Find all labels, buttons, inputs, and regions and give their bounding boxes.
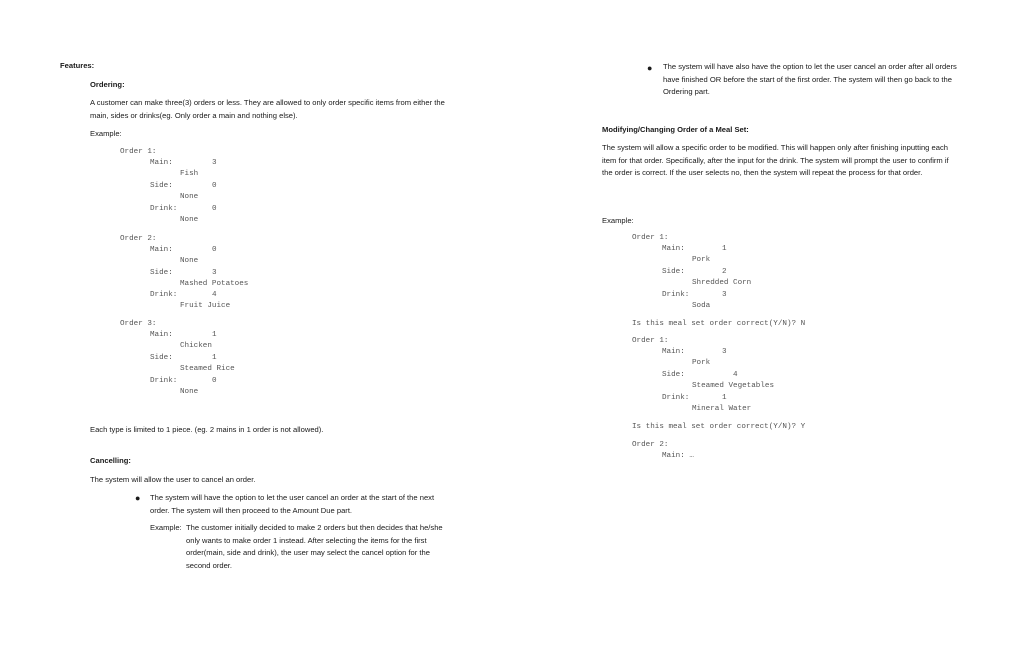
- features-heading: Features:: [60, 61, 95, 70]
- main-label: Main:: [150, 246, 173, 254]
- drink-item: None: [180, 388, 199, 396]
- drink-value: 1: [722, 394, 727, 402]
- side-item: Mashed Potatoes: [180, 280, 249, 288]
- side-item: Steamed Rice: [180, 365, 235, 373]
- cancel-example-text: The customer initially decided to make 2 orders but then decides that he/she only wants to make order 1 instead. After selecting the items for the first order(main, side and drink), the user may select the cancel option for the second order.: [186, 523, 443, 570]
- side-item: None: [180, 193, 199, 201]
- order-title: Order 1:: [120, 148, 157, 156]
- side-value: 0: [212, 182, 217, 190]
- main-label: Main:: [662, 245, 685, 253]
- bullet-dot-icon: ●: [135, 493, 141, 503]
- side-value: 3: [212, 269, 217, 277]
- order-2-title: Order 2:: [632, 441, 669, 449]
- drink-value: 4: [212, 291, 217, 299]
- drink-label: Drink:: [150, 291, 178, 299]
- cancel-example-label: Example:: [150, 523, 182, 532]
- drink-value: 0: [212, 205, 217, 213]
- side-label: Side:: [662, 371, 685, 379]
- side-label: Side:: [150, 354, 173, 362]
- side-item: Steamed Vegetables: [692, 382, 775, 390]
- main-value: 0: [212, 246, 217, 254]
- example-label: Example:: [90, 129, 122, 138]
- ordering-heading: Ordering:: [90, 80, 125, 89]
- cancelling-heading: Cancelling:: [90, 456, 131, 465]
- drink-item: Fruit Juice: [180, 302, 231, 310]
- drink-item: Soda: [692, 302, 711, 310]
- main-label: Main:: [662, 348, 685, 356]
- ordering-paragraph: A customer can make three(3) orders or less. They are allowed to only order specific items from either the main, sides or drinks(eg. Only order a main and nothing else).: [90, 98, 445, 120]
- main-value: 3: [212, 159, 217, 167]
- main-item: Chicken: [180, 342, 212, 350]
- side-label: Side:: [150, 182, 173, 190]
- drink-label: Drink:: [662, 394, 690, 402]
- drink-value: 0: [212, 377, 217, 385]
- drink-item: None: [180, 216, 199, 224]
- main-item: Pork: [692, 359, 711, 367]
- confirm-prompt-yes: Is this meal set order correct(Y/N)? Y: [632, 423, 806, 431]
- drink-label: Drink:: [150, 205, 178, 213]
- example-label: Example:: [602, 216, 634, 225]
- modify-paragraph: The system will allow a specific order to be modified. This will happen only after finishing inputting each item for that order. Specifically, after the input for the drink. The system will prompt the user to confirm if the order is correct. If the user selects no, then the system will repeat the process for that order.: [602, 143, 949, 177]
- cancel-bullet-start: The system will have the option to let the user cancel an order at the start of the next order. The system will then proceed to the Amount Due part.: [150, 493, 435, 515]
- main-item: Fish: [180, 170, 199, 178]
- order-title: Order 2:: [120, 235, 157, 243]
- side-value: 4: [733, 371, 738, 379]
- main-label: Main:: [150, 159, 173, 167]
- drink-label: Drink:: [150, 377, 178, 385]
- side-value: 2: [722, 268, 727, 276]
- side-label: Side:: [150, 269, 173, 277]
- main-value: 1: [722, 245, 727, 253]
- drink-value: 3: [722, 291, 727, 299]
- side-label: Side:: [662, 268, 685, 276]
- order-title: Order 1:: [632, 337, 669, 345]
- limit-paragraph: Each type is limited to 1 piece. (eg. 2 mains in 1 order is not allowed).: [90, 425, 324, 434]
- modify-heading: Modifying/Changing Order of a Meal Set:: [602, 125, 749, 134]
- cancelling-paragraph: The system will allow the user to cancel an order.: [90, 475, 256, 484]
- main-item: None: [180, 257, 199, 265]
- order-title: Order 3:: [120, 320, 157, 328]
- cancel-bullet-end: The system will have also have the option to let the user cancel an order after all orders have finished OR before the start of the first order. The system will then go back to the Ordering part.: [663, 62, 957, 96]
- main-value: 3: [722, 348, 727, 356]
- drink-item: Mineral Water: [692, 405, 752, 413]
- main-value: 1: [212, 331, 217, 339]
- bullet-dot-icon: ●: [647, 63, 653, 73]
- order-2-main: Main: …: [662, 452, 694, 460]
- main-label: Main:: [150, 331, 173, 339]
- drink-label: Drink:: [662, 291, 690, 299]
- confirm-prompt-no: Is this meal set order correct(Y/N)? N: [632, 320, 806, 328]
- order-title: Order 1:: [632, 234, 669, 242]
- side-value: 1: [212, 354, 217, 362]
- side-item: Shredded Corn: [692, 279, 752, 287]
- main-item: Pork: [692, 256, 711, 264]
